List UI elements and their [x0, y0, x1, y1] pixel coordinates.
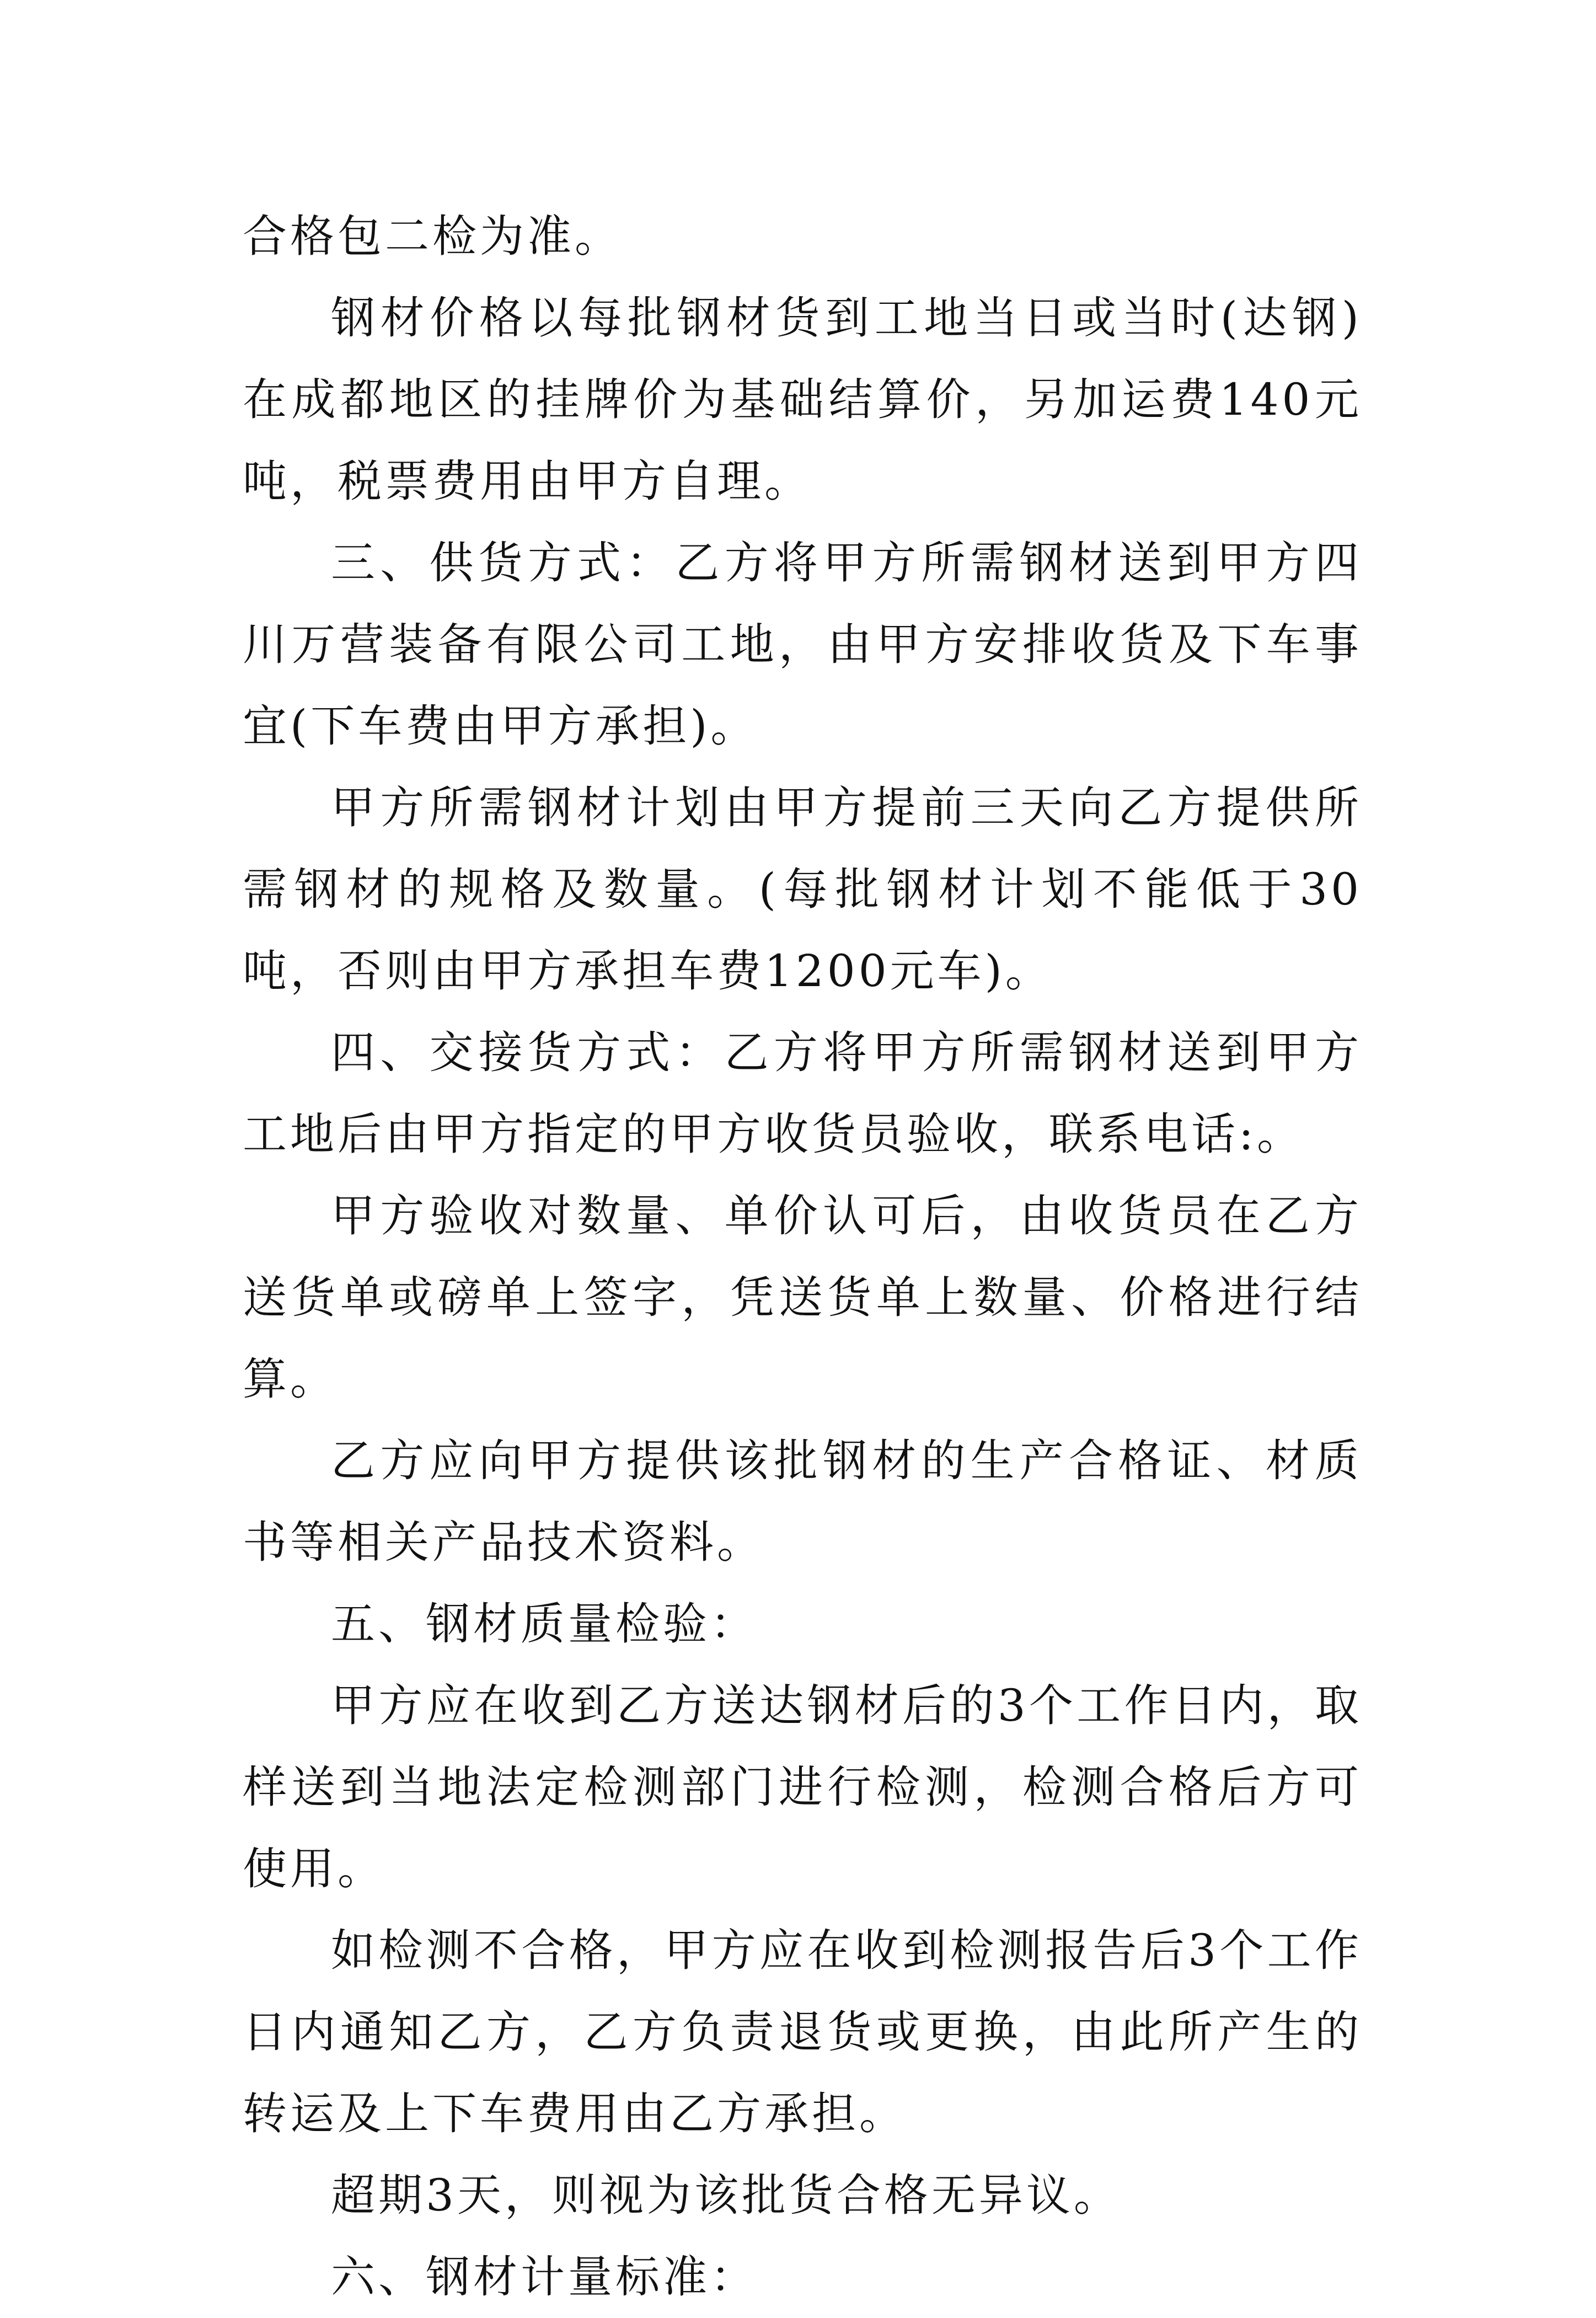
paragraph-supply-method: 三、供货方式：乙方将甲方所需钢材送到甲方四川万营装备有限公司工地，由甲方安排收货及下车事宜(下车费由甲方承担)。	[243, 537, 1362, 752]
paragraph-technical-documents: 乙方应向甲方提供该批钢材的生产合格证、材质书等相关产品技术资料。	[243, 1435, 1362, 1568]
paragraph-continuation: 合格包二检为准。	[243, 211, 622, 262]
paragraph-delivery-method: 四、交接货方式：乙方将甲方所需钢材送到甲方工地后由甲方指定的甲方收货员验收，联系电话:。	[243, 1027, 1362, 1160]
paragraph-nonconformity: 如检测不合格，甲方应在收到检测报告后3个工作日内通知乙方，乙方负责退货或更换，由此所产生的转运及上下车费用由乙方承担。	[243, 1925, 1362, 2139]
paragraph-overdue: 超期3天，则视为该批货合格无异议。	[331, 2170, 1121, 2221]
document-body	[243, 196, 1362, 2318]
paragraph-supply-plan: 甲方所需钢材计划由甲方提前三天向乙方提供所需钢材的规格及数量。(每批钢材计划不能低于30吨，否则由甲方承担车费1200元车)。	[243, 782, 1362, 997]
paragraph-sampling: 甲方应在收到乙方送达钢材后的3个工作日内，取样送到当地法定检测部门进行检测，检测合格后方可使用。	[243, 1680, 1362, 1894]
section-heading-quality-inspection: 五、钢材质量检验：	[331, 1598, 758, 1650]
paragraph-acceptance: 甲方验收对数量、单价认可后，由收货员在乙方送货单或磅单上签字，凭送货单上数量、价格进行结算。	[243, 1190, 1362, 1405]
paragraph-steel-price: 钢材价格以每批钢材货到工地当日或当时(达钢)在成都地区的挂牌价为基础结算价，另加运费140元吨，税票费用由甲方自理。	[243, 292, 1362, 507]
section-heading-measurement-standard: 六、钢材计量标准：	[331, 2251, 758, 2303]
